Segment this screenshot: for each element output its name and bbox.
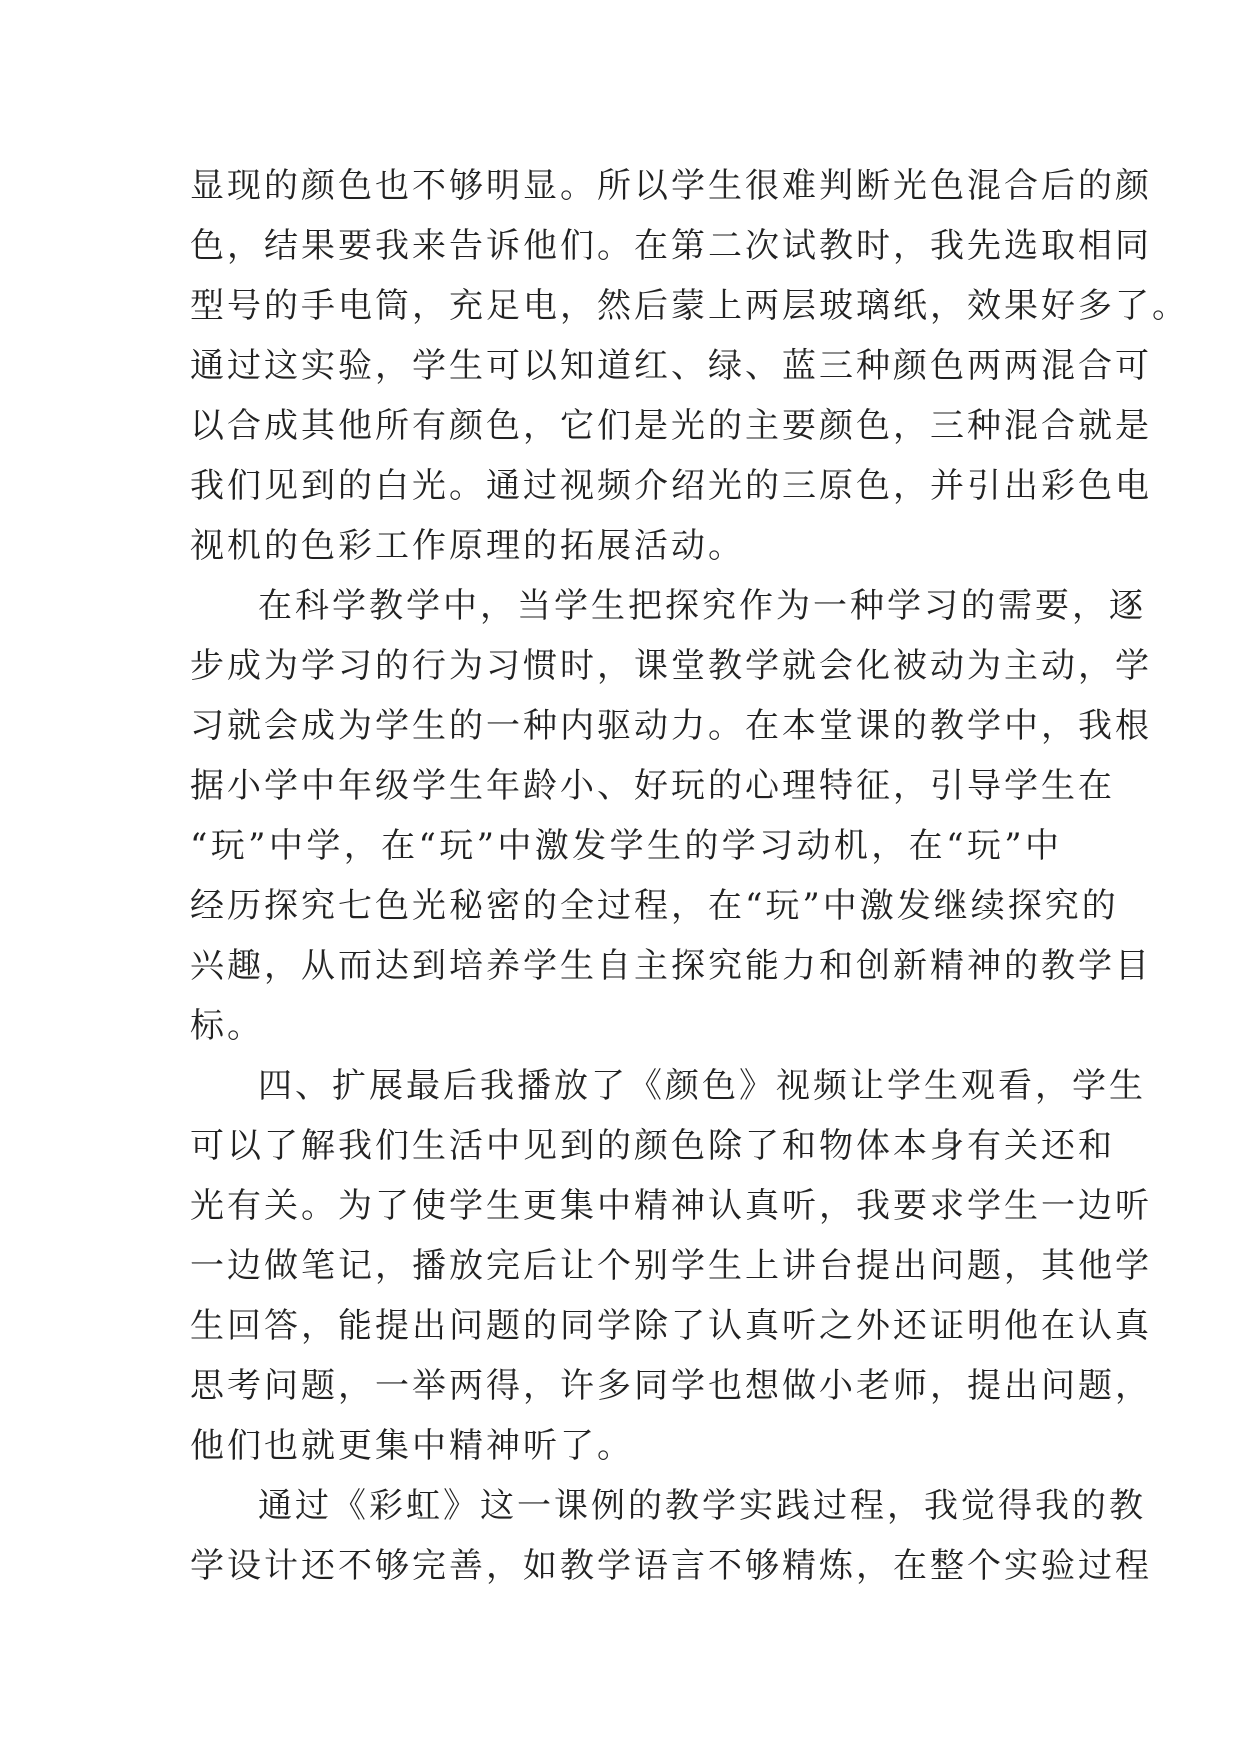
text-line: 一边做笔记，播放完后让个别学生上讲台提出问题，其他学 — [190, 1246, 1152, 1286]
text-line: 生回答，能提出问题的同学除了认真听之外还证明他在认真 — [190, 1306, 1152, 1346]
paragraph-4 — [190, 1476, 1152, 1596]
body-text — [190, 156, 1189, 1596]
text-line: 通过《彩虹》这一课例的教学实践过程，我觉得我的教 — [258, 1486, 1146, 1526]
text-line: 标。 — [190, 1006, 264, 1046]
text-line: 习就会成为学生的一种内驱动力。在本堂课的教学中，我根 — [190, 706, 1152, 746]
paragraph-1 — [190, 156, 1189, 576]
text-line: 在科学教学中，当学生把探究作为一种学习的需要，逐 — [258, 586, 1146, 626]
text-line: 通过这实验，学生可以知道红、绿、蓝三种颜色两两混合可 — [190, 346, 1152, 386]
paragraph-2 — [190, 576, 1152, 1056]
text-line: 以合成其他所有颜色，它们是光的主要颜色，三种混合就是 — [190, 406, 1152, 446]
text-line: 兴趣，从而达到培养学生自主探究能力和创新精神的教学目 — [190, 946, 1152, 986]
paragraph-3 — [190, 1056, 1152, 1476]
text-line: 四、扩展最后我播放了《颜色》视频让学生观看，学生 — [258, 1066, 1146, 1106]
text-line: 色，结果要我来告诉他们。在第二次试教时，我先选取相同 — [190, 226, 1152, 266]
text-line: 据小学中年级学生年龄小、好玩的心理特征，引导学生在 — [190, 766, 1115, 806]
text-line: 视机的色彩工作原理的拓展活动。 — [190, 526, 745, 566]
text-line: 型号的手电筒，充足电，然后蒙上两层玻璃纸，效果好多了。 — [190, 286, 1189, 326]
text-line: 经历探究七色光秘密的全过程，在“玩”中激发继续探究的 — [190, 886, 1119, 926]
text-line: 显现的颜色也不够明显。所以学生很难判断光色混合后的颜 — [190, 166, 1152, 206]
text-line: 可以了解我们生活中见到的颜色除了和物体本身有关还和 — [190, 1126, 1115, 1166]
text-line: 我们见到的白光。通过视频介绍光的三原色，并引出彩色电 — [190, 466, 1152, 506]
text-line: 学设计还不够完善，如教学语言不够精炼，在整个实验过程 — [190, 1546, 1152, 1586]
text-line: “玩”中学，在“玩”中激发学生的学习动机，在“玩”中 — [190, 826, 1062, 866]
text-line: 他们也就更集中精神听了。 — [190, 1426, 634, 1466]
text-line: 光有关。为了使学生更集中精神认真听，我要求学生一边听 — [190, 1186, 1152, 1226]
text-line: 步成为学习的行为习惯时，课堂教学就会化被动为主动，学 — [190, 646, 1152, 686]
text-line: 思考问题，一举两得，许多同学也想做小老师，提出问题， — [190, 1366, 1152, 1406]
